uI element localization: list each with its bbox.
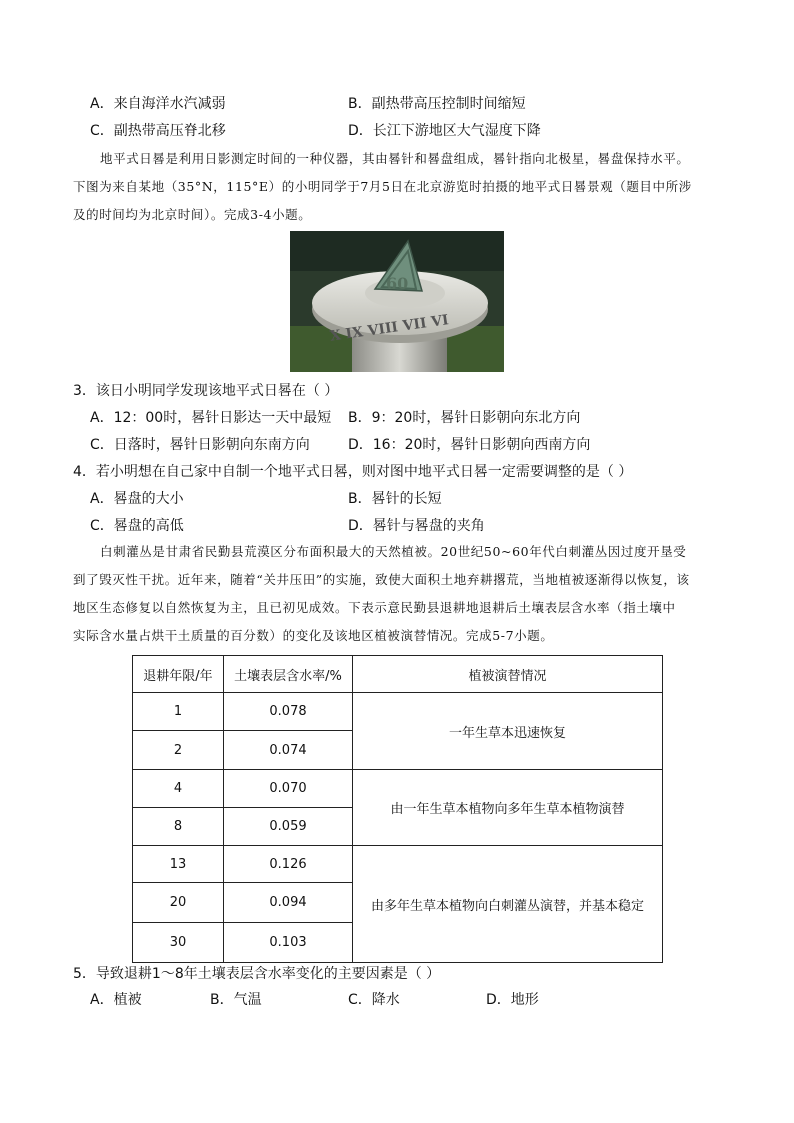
cell-succession: 由一年生草本植物向多年生草本植物演替	[353, 770, 663, 846]
option-b: B．副热带高压控制时间缩短	[348, 96, 526, 112]
q5-option-a: A．植被	[90, 992, 142, 1008]
intro-line: 及的时间均为北京时间）。完成3-4小题。	[73, 207, 312, 222]
cell-moisture: 0.074	[224, 731, 353, 770]
q3-option-b: B．9：20时，晷针日影朝向东北方向	[348, 410, 581, 426]
intro-line: 白刺灌丛是甘肃省民勤县荒漠区分布面积最大的天然植被。20世纪50~60年代白刺灌丛因过度开垦受	[100, 544, 687, 559]
q3-option-a: A．12：00时，晷针日影达一天中最短	[90, 410, 332, 426]
cell-years: 8	[133, 808, 224, 846]
q5-option-d: D．地形	[486, 992, 539, 1008]
table-header-row	[133, 656, 663, 693]
cell-years: 13	[133, 846, 224, 883]
intro-line: 地平式日晷是利用日影测定时间的一种仪器，其由晷针和晷盘组成，晷针指向北极星，晷盘保持水平。	[100, 151, 690, 166]
cell-moisture: 0.103	[224, 923, 353, 963]
intro-line: 实际含水量占烘干土质量的百分数）的变化及该地区植被演替情况。完成5-7小题。	[73, 628, 554, 643]
q5-option-b: B．气温	[210, 992, 262, 1008]
cell-years: 2	[133, 731, 224, 770]
soil-moisture-table	[132, 655, 663, 963]
header-years: 退耕年限/年	[133, 656, 224, 693]
cell-years: 20	[133, 883, 224, 923]
cell-moisture: 0.059	[224, 808, 353, 846]
option-d: D．长江下游地区大气湿度下降	[348, 123, 541, 139]
sundial-intro-paragraph	[73, 145, 723, 229]
q4-option-c: C．晷盘的高低	[90, 518, 184, 534]
intro-line: 地区生态修复以自然恢复为主，且已初见成效。下表示意民勤县退耕地退耕后土壤表层含水率（指土壤中	[73, 600, 676, 615]
gnomon-number: 60	[386, 274, 409, 293]
q3-option-c: C．日落时，晷针日影朝向东南方向	[90, 437, 310, 453]
q4-option-b: B．晷针的长短	[348, 491, 442, 507]
table-row	[133, 770, 663, 808]
cell-years: 1	[133, 693, 224, 731]
table-row	[133, 693, 663, 731]
cell-years: 4	[133, 770, 224, 808]
q3-option-d: D．16：20时，晷针日影朝向西南方向	[348, 437, 591, 453]
cell-moisture: 0.094	[224, 883, 353, 923]
cell-years: 30	[133, 923, 224, 963]
question-5-stem: 5．导致退耕1～8年土壤表层含水率变化的主要因素是（ ）	[73, 966, 441, 982]
cell-moisture: 0.070	[224, 770, 353, 808]
q5-option-c: C．降水	[348, 992, 400, 1008]
option-a: A．来自海洋水汽减弱	[90, 96, 226, 112]
cell-succession: 由多年生草本植物向白刺灌丛演替，并基本稳定	[353, 846, 663, 963]
question-3-stem: 3．该日小明同学发现该地平式日晷在（ ）	[73, 383, 339, 399]
q4-option-d: D．晷针与晷盘的夹角	[348, 518, 485, 534]
sundial-photo	[290, 231, 504, 372]
question-4-stem: 4．若小明想在自己家中自制一个地平式日晷，则对图中地平式日晷一定需要调整的是（ ）	[73, 464, 633, 480]
header-moisture: 土壤表层含水率/%	[224, 656, 353, 693]
intro-line: 下图为来自某地（35°N，115°E）的小明同学于7月5日在北京游览时拍摄的地平式日晷景观（题目中所涉	[73, 179, 692, 194]
cell-moisture: 0.078	[224, 693, 353, 731]
intro-line: 到了毁灭性干扰。近年来，随着“关井压田”的实施，致使大面积土地弃耕撂荒，当地植被逐渐得以恢复，该	[73, 572, 690, 587]
table-row	[133, 846, 663, 883]
cell-succession: 一年生草本迅速恢复	[353, 693, 663, 770]
shrub-intro-paragraph	[73, 538, 723, 650]
option-c: C．副热带高压脊北移	[90, 123, 226, 139]
dial-numerals: X IX VIII VII VI	[329, 312, 450, 345]
q4-option-a: A．晷盘的大小	[90, 491, 184, 507]
header-succession: 植被演替情况	[353, 656, 663, 693]
cell-moisture: 0.126	[224, 846, 353, 883]
